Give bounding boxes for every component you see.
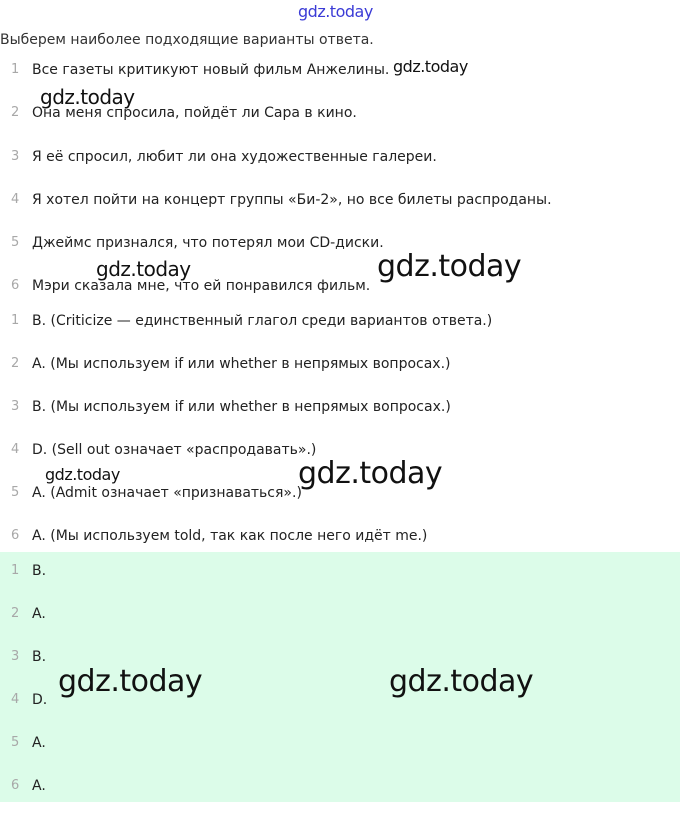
watermark: gdz.today <box>393 57 468 76</box>
site-logo[interactable]: gdz.today <box>298 2 373 21</box>
item-number: 1 <box>11 563 20 578</box>
item-number: 5 <box>11 235 20 250</box>
watermark: gdz.today <box>377 249 522 284</box>
watermark: gdz.today <box>45 465 120 484</box>
item-text: A. <box>32 778 46 794</box>
item-text: A. (Мы используем told, так как после него идёт me.) <box>32 528 428 544</box>
item-text: Я хотел пойти на концерт группы «Би-2», но все билеты распроданы. <box>32 192 552 208</box>
item-text: Все газеты критикуют новый фильм Анжелины. <box>32 62 390 78</box>
item-text: B. <box>32 649 47 665</box>
list-item <box>0 105 680 148</box>
list-item <box>0 313 680 356</box>
watermark: gdz.today <box>96 257 191 281</box>
item-text: Я её спросил, любит ли она художественные галереи. <box>32 149 437 165</box>
item-text: A. (Мы используем if или whether в непрямых вопросах.) <box>32 356 451 372</box>
item-number: 5 <box>11 485 20 500</box>
item-number: 3 <box>11 149 20 164</box>
item-text: Мэри сказала мне, что ей понравился фильм. <box>32 278 371 294</box>
list-item <box>0 149 680 192</box>
watermark: gdz.today <box>389 664 534 699</box>
item-number: 6 <box>11 778 20 793</box>
list-item <box>0 356 680 399</box>
item-number: 3 <box>11 649 20 664</box>
list-item <box>0 399 680 442</box>
list-item <box>0 606 680 649</box>
item-number: 1 <box>11 313 20 328</box>
item-number: 6 <box>11 278 20 293</box>
item-number: 6 <box>11 528 20 543</box>
watermark: gdz.today <box>40 85 135 109</box>
list-item <box>0 735 680 778</box>
page-instruction: Выберем наиболее подходящие варианты ответа. <box>0 32 374 48</box>
list-item <box>0 192 680 235</box>
item-number: 4 <box>11 192 20 207</box>
item-text: D. <box>32 692 48 708</box>
watermark: gdz.today <box>298 456 443 491</box>
item-text: B. <box>32 563 47 579</box>
item-number: 3 <box>11 399 20 414</box>
item-number: 2 <box>11 356 20 371</box>
item-number: 4 <box>11 692 20 707</box>
list-item <box>0 563 680 606</box>
item-text: A. (Admit означает «признаваться».) <box>32 485 302 501</box>
watermark: gdz.today <box>58 664 203 699</box>
item-number: 4 <box>11 442 20 457</box>
item-text: D. (Sell out означает «распродавать».) <box>32 442 317 458</box>
item-text: Она меня спросила, пойдёт ли Сара в кино. <box>32 105 357 121</box>
item-number: 2 <box>11 105 20 120</box>
item-text: B. (Мы используем if или whether в непрямых вопросах.) <box>32 399 451 415</box>
item-text: A. <box>32 735 46 751</box>
item-number: 1 <box>11 62 20 77</box>
item-text: Джеймс признался, что потерял мои CD-диски. <box>32 235 384 251</box>
list-item <box>0 778 680 821</box>
item-text: B. (Criticize — единственный глагол среди вариантов ответа.) <box>32 313 493 329</box>
list-item <box>0 485 680 528</box>
item-number: 2 <box>11 606 20 621</box>
item-number: 5 <box>11 735 20 750</box>
item-text: A. <box>32 606 46 622</box>
